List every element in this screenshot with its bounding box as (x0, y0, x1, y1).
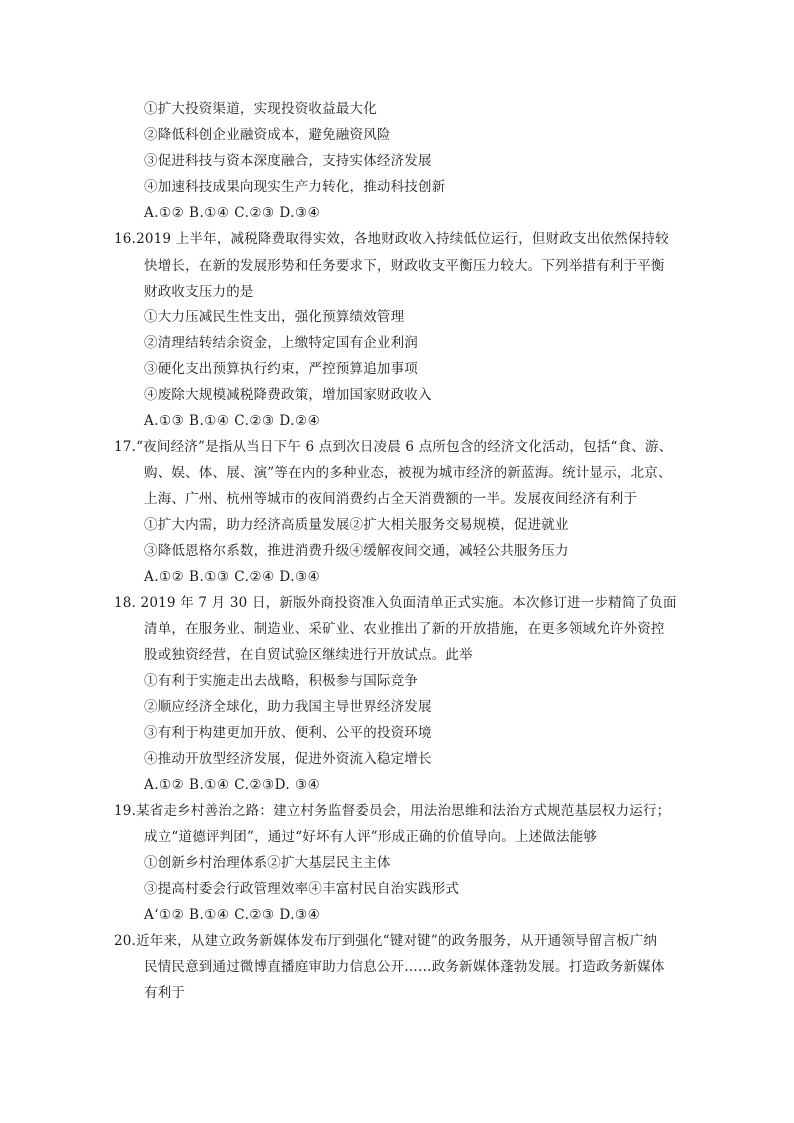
q18-stem-line-2: 清单，在服务业、制造业、采矿业、农业推出了新的开放措施，在更多领域允许外资控 (144, 621, 665, 637)
q20-stem-line-1: 20.近年来，从建立政务新媒体发布厅到强化“键对键”的政务服务，从开通领导留言板广纳 (114, 933, 658, 949)
q15-option-3: ③促进科技与资本深度融合，支持实体经济发展 (144, 153, 432, 169)
q15-option-1: ①扩大投资渠道，实现投资收益最大化 (144, 101, 377, 117)
q15-option-2: ②降低科创企业融资成本，避免融资风险 (144, 127, 391, 143)
q16-stem-line-1: 16.2019 上半年，减税降费取得实效，各地财政收入持续低位运行，但财政支出依然保持较 (114, 231, 669, 247)
q19-option-line-2: ③提高村委会行政管理效率④丰富村民自治实践形式 (144, 881, 460, 897)
q17-option-line-2: ③降低恩格尔系数，推进消费升级④缓解夜间交通，减轻公共服务压力 (144, 543, 569, 559)
q16-stem-line-2: 快增长，在新的发展形势和任务要求下，财政收支平衡压力较大。下列举措有利于平衡 (144, 258, 665, 274)
q18-option-1: ①有利于实施走出去战略，积极参与国际竞争 (144, 673, 418, 689)
q15-answer-choices: A.①② B.①④ C.②③ D.③④ (144, 205, 321, 221)
q17-answer-choices: A.①② B.①③ C.②④ D.③④ (144, 569, 321, 585)
q18-option-4: ④推动开放型经济发展，促进外资流入稳定增长 (144, 751, 432, 767)
q19-stem-line-2: 成立“道德评判团”，通过“好坏有人评”形成正确的价值导向。上述做法能够 (144, 829, 598, 845)
q16-option-1: ①大力压减民生性支出，强化预算绩效管理 (144, 309, 405, 325)
q18-stem-line-3: 股或独资经营，在自贸试验区继续进行开放试点。此举 (144, 647, 473, 663)
q19-option-line-1: ①创新乡村治理体系②扩大基层民主主体 (144, 855, 391, 871)
q17-stem-line-1: 17.“夜间经济”是指从当日下午 6 点到次日凌晨 6 点所包含的经济文化活动，包括“食、游、 (114, 439, 673, 455)
q15-option-4: ④加速科技成果向现实生产力转化，推动科技创新 (144, 179, 446, 195)
q19-answer-choices: A‘①② B.①④ C.②③ D.③④ (144, 907, 321, 923)
q19-stem-line-1: 19.某省走乡村善治之路：建立村务监督委员会，用法治思维和法治方式规范基层权力运行； (114, 803, 671, 819)
q18-option-3: ③有利于构建更加开放、便利、公平的投资环境 (144, 725, 432, 741)
q20-stem-line-2: 民情民意到通过微博直播庭审助力信息公开……政务新媒体蓬勃发展。打造政务新媒体 (144, 959, 665, 975)
q16-option-4: ④废除大规模减税降费政策，增加国家财政收入 (144, 387, 432, 403)
q16-option-2: ②清理结转结余资金，上缴特定国有企业利润 (144, 335, 418, 351)
q17-option-line-1: ①扩大内需，助力经济高质量发展②扩大相关服务交易规模，促进就业 (144, 517, 569, 533)
q16-option-3: ③硬化支出预算执行约束，严控预算追加事项 (144, 361, 418, 377)
q17-stem-line-3: 上海、广州、杭州等城市的夜间消费约占全天消费额的一半。发展夜间经济有利于 (144, 491, 638, 507)
q17-stem-line-2: 购、娱、体、展、演”等在内的多种业态，被视为城市经济的新蓝海。统计显示，北京、 (144, 465, 672, 481)
q16-stem-line-3: 财政收支压力的是 (144, 284, 254, 300)
q18-answer-choices: A.①② B.①④ C.②③D. ③④ (144, 777, 321, 793)
q16-answer-choices: A.①③ B.①④ C.②③ D.②④ (144, 413, 321, 429)
q18-stem-line-1: 18. 2019 年 7 月 30 日，新版外商投资准入负面清单正式实施。本次修订进一步精简了负面 (114, 595, 677, 611)
q18-option-2: ②顺应经济全球化，助力我国主导世界经济发展 (144, 699, 432, 715)
q20-stem-line-3: 有利于 (144, 985, 186, 1001)
